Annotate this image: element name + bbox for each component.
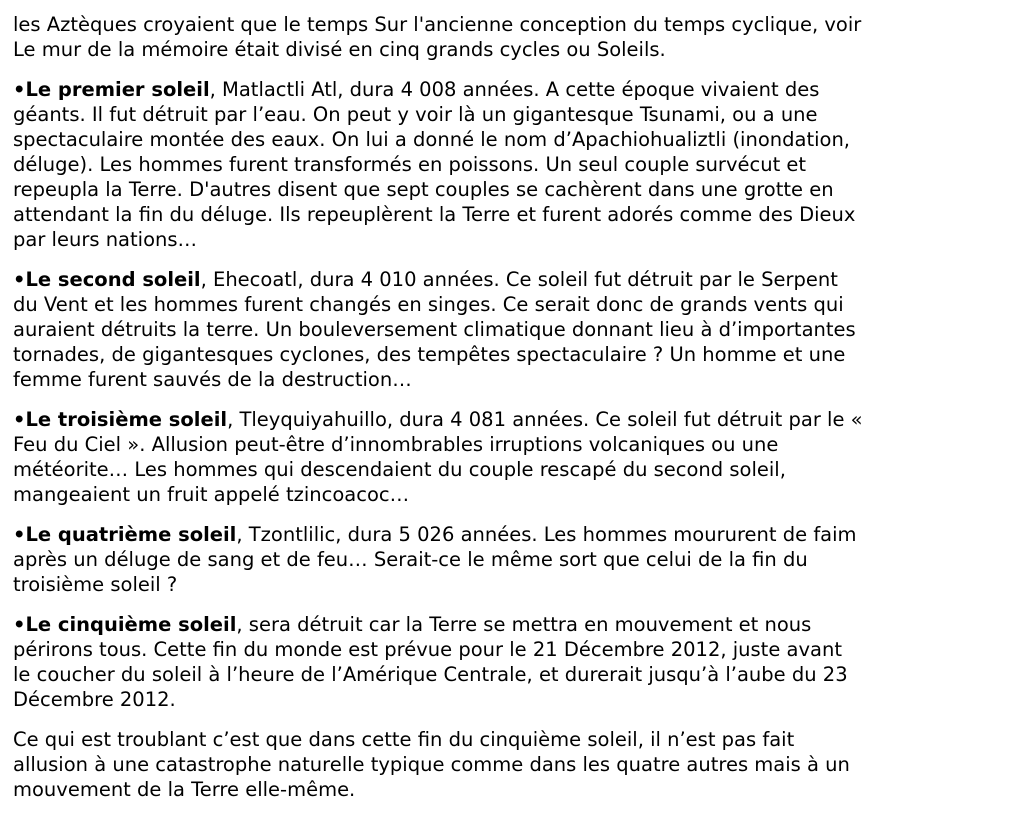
line-text: repeupla la Terre. D'autres disent que sept couples se cachèrent dans une grotte en xyxy=(13,178,834,201)
text-line xyxy=(13,752,863,777)
bullet-heading xyxy=(13,523,236,546)
text-line xyxy=(13,317,863,342)
line-text: Décembre 2012. xyxy=(13,688,176,711)
line-text: auraient détruits la terre. Un bouleversement climatique donnant lieu à d’importantes xyxy=(13,318,856,341)
bullet-icon: • xyxy=(13,408,26,431)
line-text: spectaculaire montée des eaux. On lui a donné le nom d’Apachiohualiztli (inondation, xyxy=(13,128,851,151)
document-body xyxy=(13,12,863,817)
text-line xyxy=(13,572,863,597)
line-text: mouvement de la Terre elle-même. xyxy=(13,778,356,801)
bullet-heading xyxy=(13,78,210,101)
bullet-heading xyxy=(13,408,227,431)
bullet-icon: • xyxy=(13,523,26,546)
text-line xyxy=(13,612,863,637)
text-line xyxy=(13,37,863,62)
heading-text: Le quatrième soleil xyxy=(25,523,237,546)
line-text: du Vent et les hommes furent changés en singes. Ce serait donc de grands vents qui xyxy=(13,293,844,316)
text-line xyxy=(13,202,863,227)
text-line xyxy=(13,482,863,507)
line-text: attendant la fin du déluge. Ils repeuplèrent la Terre et furent adorés comme des Dieux xyxy=(13,203,856,226)
bullet-icon: • xyxy=(13,78,26,101)
text-paragraph xyxy=(13,727,863,802)
text-line xyxy=(13,292,863,317)
line-text: déluge). Les hommes furent transformés en poissons. Un seul couple survécut et xyxy=(13,153,807,176)
line-text: allusion à une catastrophe naturelle typique comme dans les quatre autres mais à un xyxy=(13,753,850,776)
text-line xyxy=(13,342,863,367)
text-line xyxy=(13,522,863,547)
text-line xyxy=(13,177,863,202)
text-line xyxy=(13,267,863,292)
line-text: périrons tous. Cette fin du monde est prévue pour le 21 Décembre 2012, juste avant xyxy=(13,638,842,661)
text-line xyxy=(13,727,863,752)
line-text: , Tzontlilic, dura 5 026 années. Les hommes moururent de faim xyxy=(236,523,857,546)
line-text: , Tleyquiyahuillo, dura 4 081 années. Ce soleil fut détruit par le « xyxy=(227,408,863,431)
bullet-icon: • xyxy=(13,268,26,291)
bullet-heading xyxy=(13,613,236,636)
bullet-heading xyxy=(13,268,201,291)
text-line xyxy=(13,12,863,37)
text-line xyxy=(13,457,863,482)
line-text: le coucher du soleil à l’heure de l’Amérique Centrale, et durerait jusqu’à l’aube du 23 xyxy=(13,663,848,686)
text-line xyxy=(13,432,863,457)
line-text: après un déluge de sang et de feu… Serait-ce le même sort que celui de la fin du xyxy=(13,548,808,571)
text-line xyxy=(13,547,863,572)
line-text: tornades, de gigantesques cyclones, des tempêtes spectaculaire ? Un homme et une xyxy=(13,343,846,366)
text-line xyxy=(13,77,863,102)
text-line xyxy=(13,777,863,802)
line-text: Le mur de la mémoire était divisé en cinq grands cycles ou Soleils. xyxy=(13,38,666,61)
line-text: , sera détruit car la Terre se mettra en mouvement et nous xyxy=(236,613,812,636)
heading-text: Le troisième soleil xyxy=(25,408,228,431)
text-line xyxy=(13,102,863,127)
text-line xyxy=(13,152,863,177)
line-text: femme furent sauvés de la destruction… xyxy=(13,368,412,391)
line-text: Ce qui est troublant c’est que dans cette fin du cinquième soleil, il n’est pas fait xyxy=(13,728,795,751)
line-text: par leurs nations… xyxy=(13,228,198,251)
line-text: mangeaient un fruit appelé tzincoacoc… xyxy=(13,483,410,506)
sun-paragraph xyxy=(13,407,863,507)
line-text: troisième soleil ? xyxy=(13,573,178,596)
line-text: , Matlactli Atl, dura 4 008 années. A cette époque vivaient des xyxy=(209,78,820,101)
heading-text: Le premier soleil xyxy=(25,78,210,101)
text-line xyxy=(13,367,863,392)
text-paragraph xyxy=(13,12,863,62)
line-text: les Aztèques croyaient que le temps Sur l'ancienne conception du temps cyclique, voir xyxy=(13,13,862,36)
sun-paragraph xyxy=(13,612,863,712)
line-text: météorite… Les hommes qui descendaient du couple rescapé du second soleil, xyxy=(13,458,786,481)
text-line xyxy=(13,662,863,687)
text-line xyxy=(13,227,863,252)
line-text: Feu du Ciel ». Allusion peut-être d’innombrables irruptions volcaniques ou une xyxy=(13,433,779,456)
sun-paragraph xyxy=(13,77,863,252)
text-line xyxy=(13,127,863,152)
text-line xyxy=(13,637,863,662)
bullet-icon: • xyxy=(13,613,26,636)
heading-text: Le second soleil xyxy=(25,268,201,291)
sun-paragraph xyxy=(13,267,863,392)
text-line xyxy=(13,687,863,712)
line-text: géants. Il fut détruit par l’eau. On peut y voir là un gigantesque Tsunami, ou a une xyxy=(13,103,818,126)
sun-paragraph xyxy=(13,522,863,597)
heading-text: Le cinquième soleil xyxy=(25,613,237,636)
line-text: , Ehecoatl, dura 4 010 années. Ce soleil fut détruit par le Serpent xyxy=(200,268,838,291)
text-line xyxy=(13,407,863,432)
